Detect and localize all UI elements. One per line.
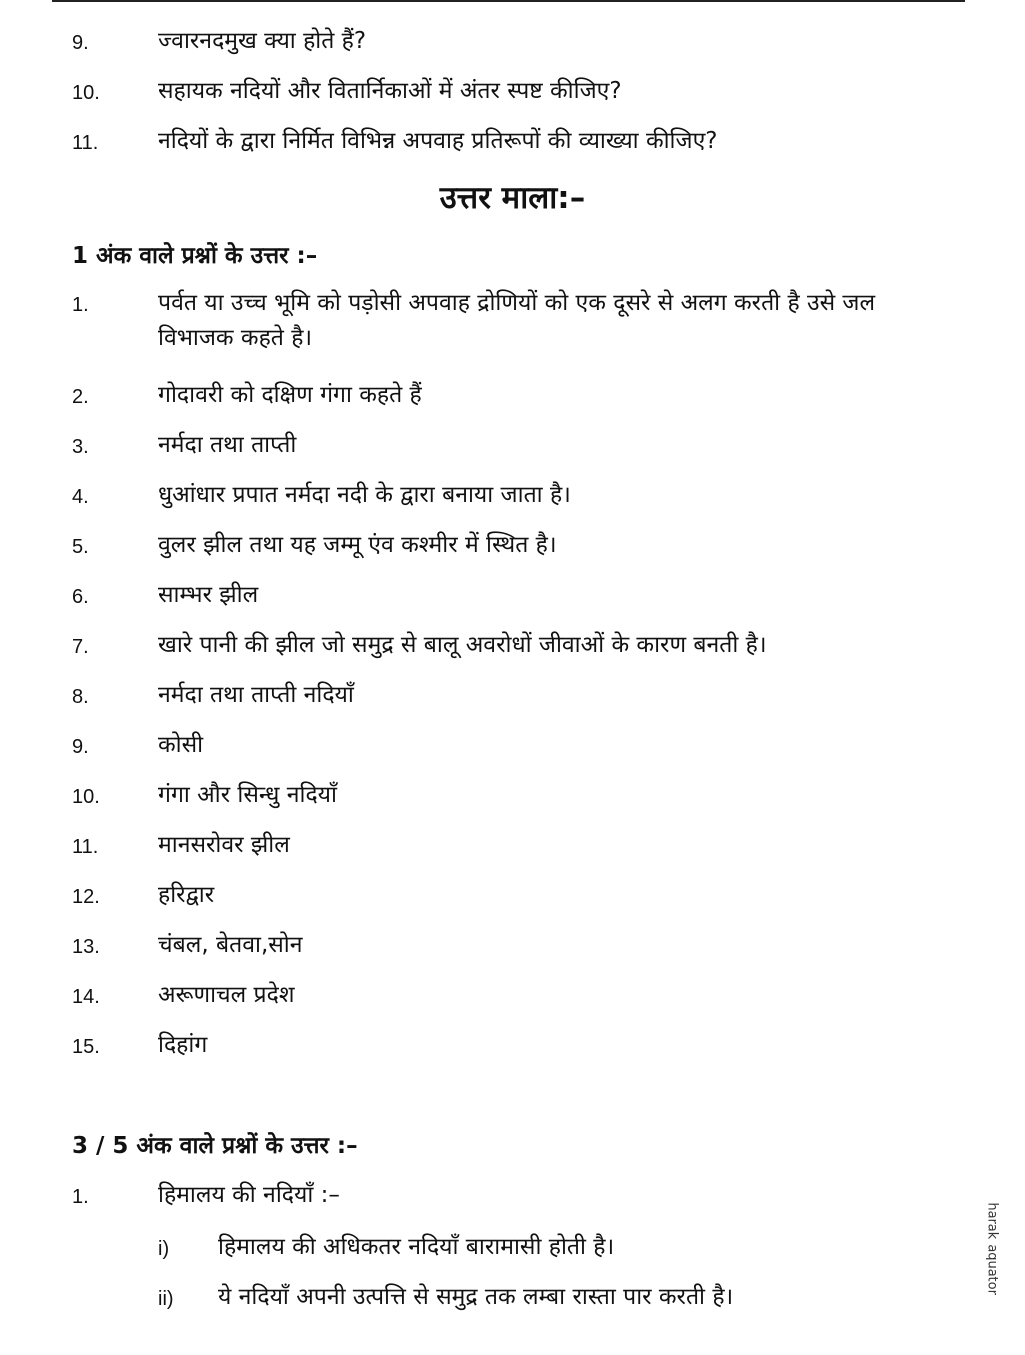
answer-number: 2. [72,386,89,408]
answer-text: चंबल, बेतवा,सोन [158,932,303,958]
answer-text: कोसी [158,732,204,758]
answer-number: 12. [72,886,100,908]
section-title-3-5-mark: 3 / 5 अंक वाले प्रश्नों के उत्तर :– [72,1133,358,1159]
side-watermark: ɹoʇɐnbɐ ʞɐɹɐɥ [985,1202,1000,1295]
answer-number: 9. [72,736,89,758]
answer-text: धुआंधार प्रपात नर्मदा नदी के द्वारा बनाया जाता है। [158,482,571,508]
answer-number: 11. [72,836,99,858]
answer-text: हरिद्वार [158,882,215,908]
answer-number: 10. [72,786,100,808]
section-title-1-mark: 1 अंक वाले प्रश्नों के उत्तर :– [72,243,318,269]
question-number: 9. [72,32,89,54]
answer-text: अरूणाचल प्रदेश [158,982,295,1008]
answer-number: 5. [72,536,89,558]
answer-text: साम्भर झील [158,582,259,608]
answer-number: 14. [72,986,100,1008]
answer-text: गंगा और सिन्धु नदियाँ [158,782,337,808]
answer-text: नर्मदा तथा ताप्ती [158,432,297,458]
answer-number: 3. [72,436,89,458]
answer-number: 13. [72,936,100,958]
top-rule [52,0,965,2]
answer-number: 7. [72,636,89,658]
question-text: ज्वारनदमुख क्या होते हैं? [158,28,367,54]
subpoint-number: ii) [158,1288,174,1310]
answer-number: 1. [72,1186,89,1208]
question-text: सहायक नदियों और वितार्निकाओं में अंतर स्पष्ट कीजिए? [158,78,622,104]
answer-key-heading: उत्तर माला:– [439,180,586,216]
answer-number: 8. [72,686,89,708]
question-number: 10. [72,82,100,104]
answer-text: पर्वत या उच्च भूमि को पड़ोसी अपवाह द्रोणियों को एक दूसरे से अलग करती है उसे जल विभाजक कहते है। [158,290,876,351]
subpoint-number: i) [158,1238,170,1260]
subpoint-text: हिमालय की अधिकतर नदियाँ बारामासी होती है। [218,1234,615,1260]
answer-text: गोदावरी को दक्षिण गंगा कहते हैं [158,382,422,408]
answer-number: 15. [72,1036,100,1058]
answer-number: 1. [72,294,89,316]
question-text: नदियों के द्वारा निर्मित विभिन्न अपवाह प्रतिरूपों की व्याख्या कीजिए? [158,128,718,154]
answer-number: 4. [72,486,89,508]
answer-text: नर्मदा तथा ताप्ती नदियाँ [158,682,354,708]
subpoint-text: ये नदियाँ अपनी उत्पत्ति से समुद्र तक लम्बा रास्ता पार करती है। [218,1284,734,1310]
answer-text: हिमालय की नदियाँ :– [158,1182,340,1208]
answer-text: वुलर झील तथा यह जम्मू एंव कश्मीर में स्थित है। [158,532,557,558]
answer-text: खारे पानी की झील जो समुद्र से बालू अवरोधों जीवाओं के कारण बनती है। [158,632,767,658]
answer-text: मानसरोवर झील [158,832,290,858]
answer-text: दिहांग [158,1032,208,1058]
question-number: 11. [72,132,99,154]
answer-number: 6. [72,586,89,608]
